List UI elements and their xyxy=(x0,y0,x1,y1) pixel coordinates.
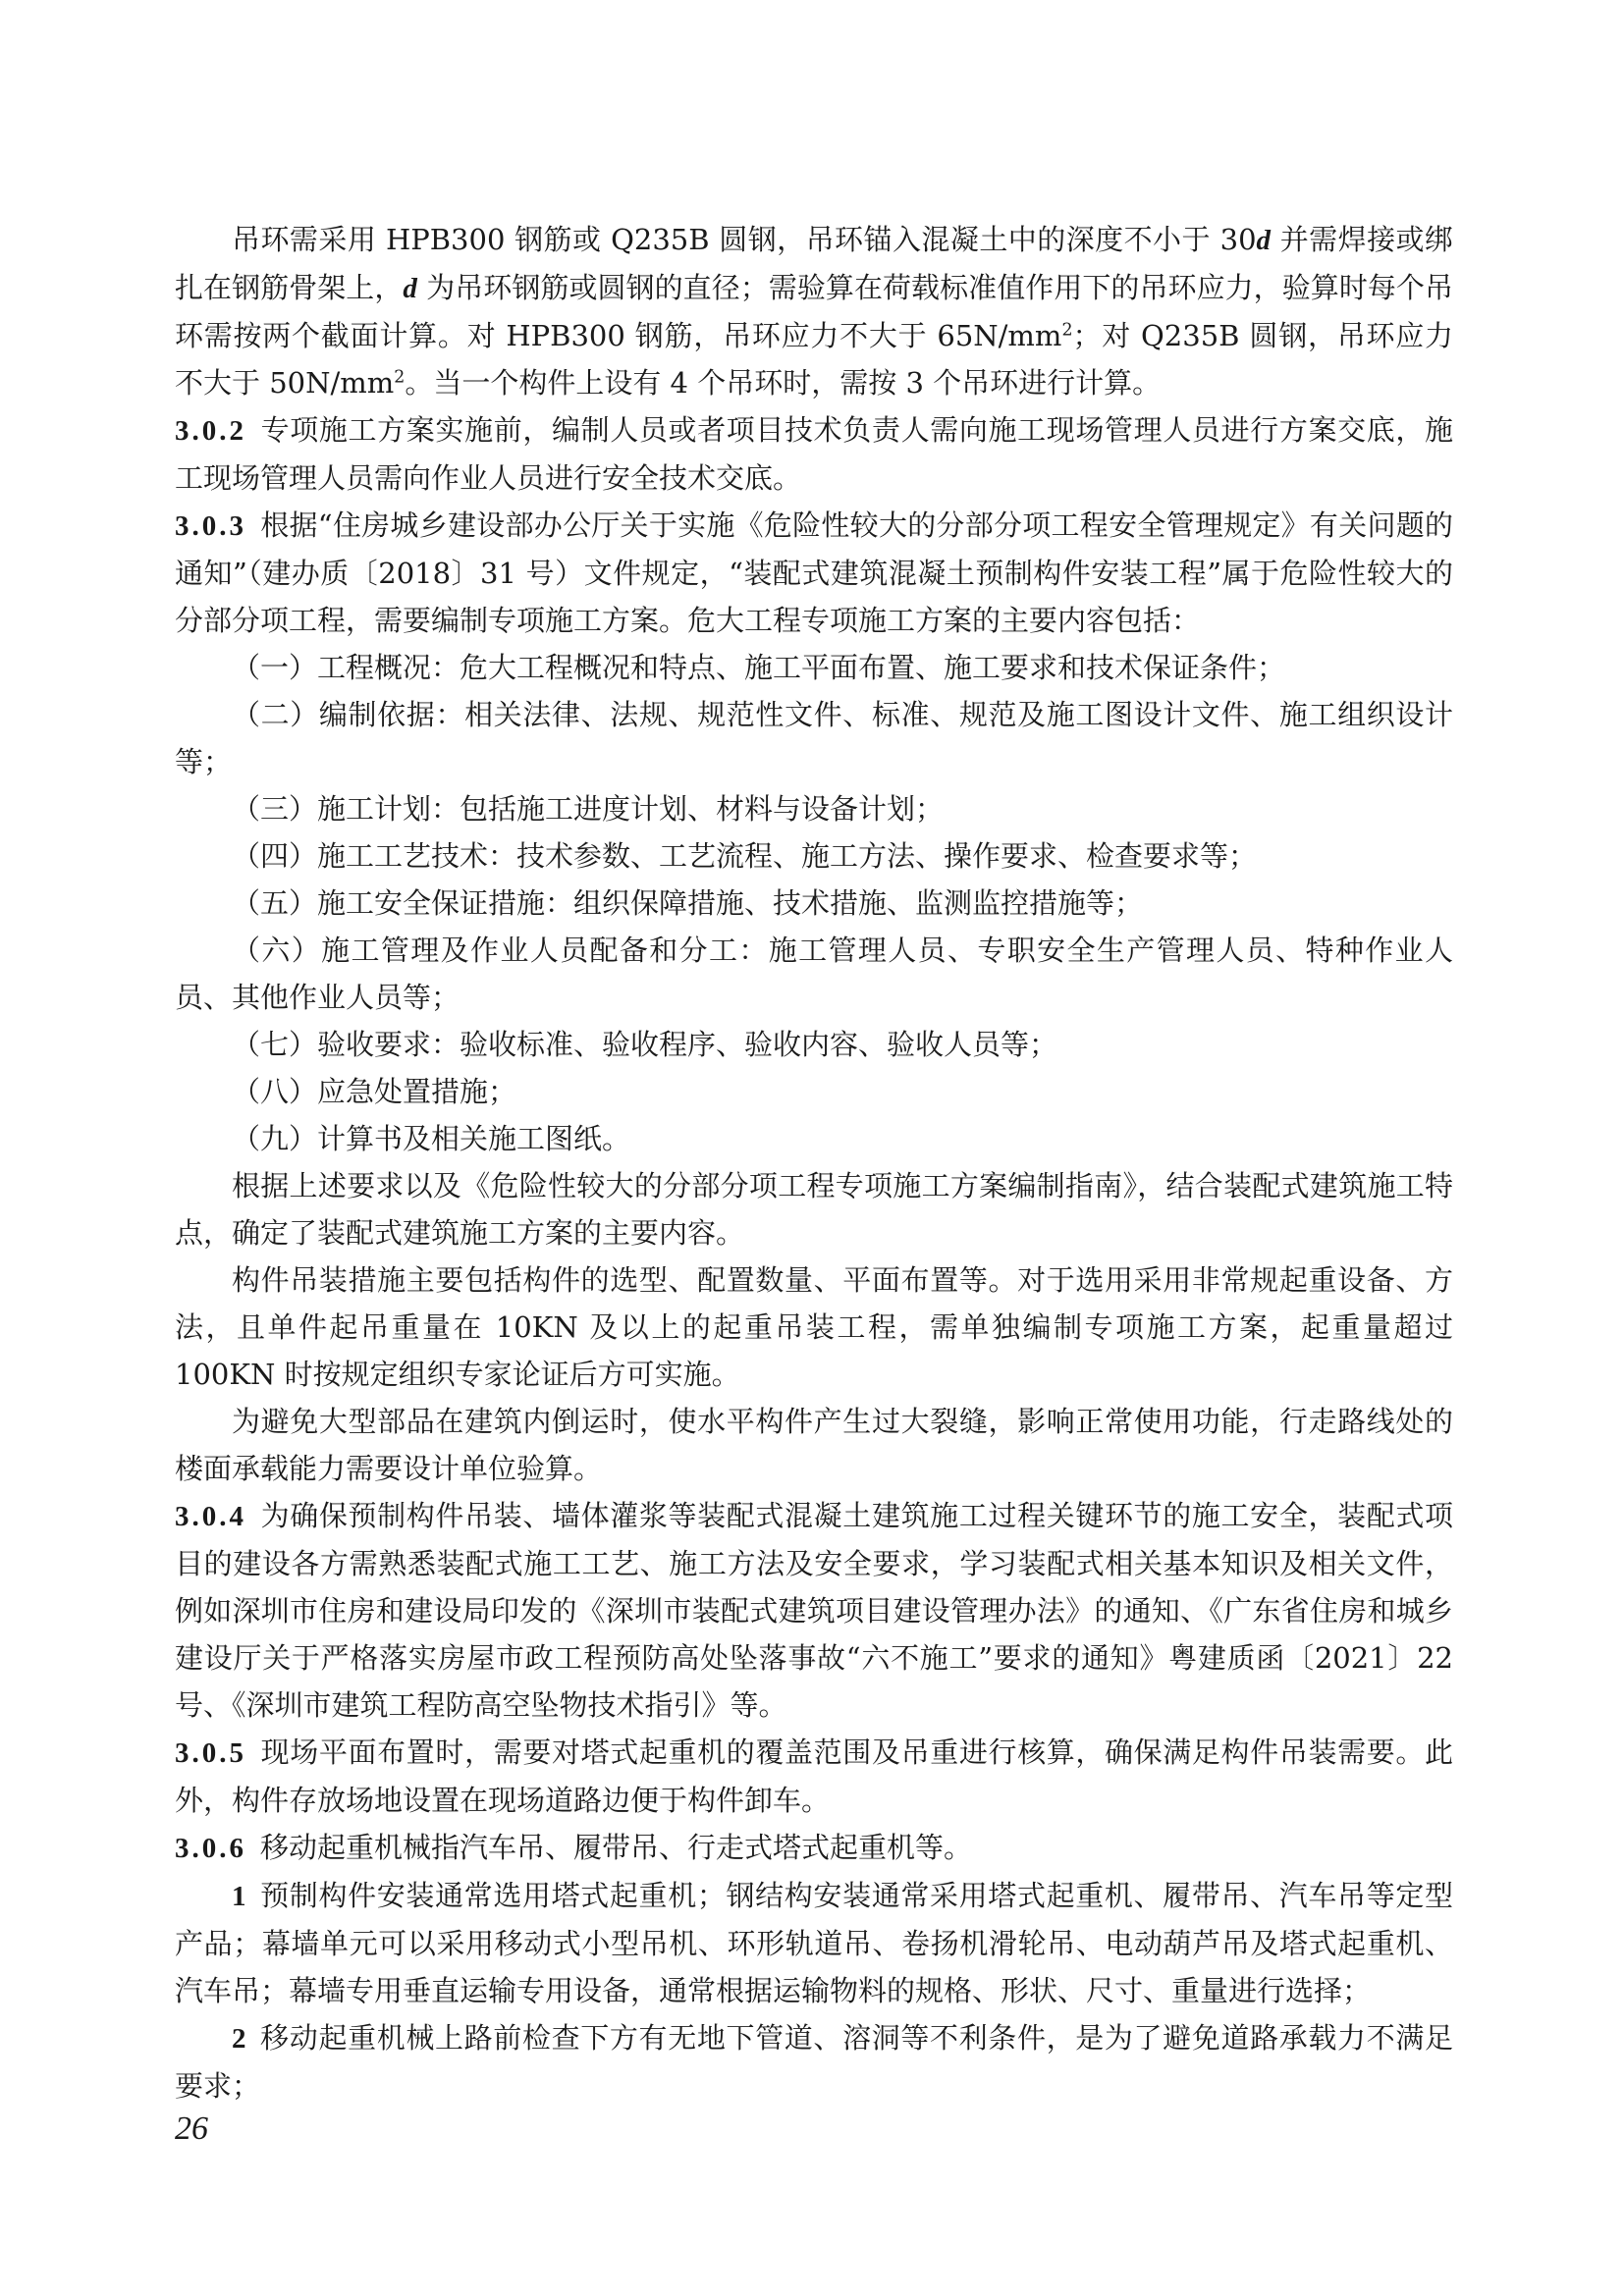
clause-number: 3.0.4 xyxy=(175,1501,246,1532)
list-item: （六）施工管理及作业人员配备和分工：施工管理人员、专职安全生产管理人员、特种作业人员、其他作业人员等； xyxy=(175,934,1453,1014)
body-paragraph: 根据上述要求以及《危险性较大的分部分项工程专项施工方案编制指南》，结合装配式建筑施工特点，确定了装配式建筑施工方案的主要内容。 xyxy=(175,1169,1453,1250)
page-number: 26 xyxy=(175,2110,208,2147)
list-item: （二）编制依据：相关法律、法规、规范性文件、标准、规范及施工图设计文件、施工组织设计等； xyxy=(175,698,1453,778)
sub-item-number: 1 xyxy=(232,1881,246,1912)
clause-3-0-3: 3.0.3 根据“住房城乡建设部办公厅关于实施《危险性较大的分部分项工程安全管理规定》有关问题的通知”（建办质〔2018〕31 号）文件规定，“装配式建筑混凝土预制构件安装工程”属于危险性较大的分部分项工程，需要编制专项施工方案。危大工程专项施工方案的主要内容包括： xyxy=(175,508,1453,637)
list-item: （九）计算书及相关施工图纸。 xyxy=(232,1122,631,1155)
clause-3-0-5: 3.0.5 现场平面布置时，需要对塔式起重机的覆盖范围及吊重进行核算，确保满足构件吊装需要。此外，构件存放场地设置在现场道路边便于构件卸车。 xyxy=(175,1735,1453,1817)
body-paragraph: 构件吊装措施主要包括构件的选型、配置数量、平面布置等。对于选用采用非常规起重设备、方法，且单件起吊重量在 10KN 及以上的起重吊装工程，需单独编制专项施工方案，起重量超过 100KN 时按规定组织专家论证后方可实施。 xyxy=(175,1263,1453,1391)
sub-item-2: 2 移动起重机械上路前检查下方有无地下管道、溶洞等不利条件，是为了避免道路承载力不满足要求； xyxy=(175,2021,1453,2103)
clause-number: 3.0.3 xyxy=(175,510,246,542)
list-item: （五）施工安全保证措施：组织保障措施、技术措施、监测监控措施等； xyxy=(232,886,1144,920)
clause-3-0-4: 3.0.4 为确保预制构件吊装、墙体灌浆等装配式混凝土建筑施工过程关键环节的施工安全，装配式项目的建设各方需熟悉装配式施工工艺、施工方法及安全要求，学习装配式相关基本知识及相关文件，例如深圳市住房和建设局印发的《深圳市装配式建筑项目建设管理办法》的通知、《广东省住房和城乡建设厅关于严格落实房屋市政工程预防高处坠落事故“六不施工”要求的通知》粤建质函〔2021〕22 号、《深圳市建筑工程防高空坠物技术指引》等。 xyxy=(175,1499,1453,1722)
list-item: （八）应急处置措施； xyxy=(232,1075,517,1108)
clause-3-0-6: 3.0.6 移动起重机械指汽车吊、履带吊、行走式塔式起重机等。 xyxy=(175,1831,973,1864)
list-item: （四）施工工艺技术：技术参数、工艺流程、施工方法、操作要求、检查要求等； xyxy=(232,839,1258,873)
list-item: （三）施工计划：包括施工进度计划、材料与设备计划； xyxy=(232,792,945,826)
sub-item-1: 1 预制构件安装通常选用塔式起重机；钢结构安装通常采用塔式起重机、履带吊、汽车吊等定型产品；幕墙单元可以采用移动式小型吊机、环形轨道吊、卷扬机滑轮吊、电动葫芦吊及塔式起重机、汽车吊；幕墙专用垂直运输专用设备，通常根据运输物料的规格、形状、尺寸、重量进行选择； xyxy=(175,1879,1453,2007)
document-body xyxy=(175,216,1453,2109)
clause-number: 3.0.2 xyxy=(175,415,246,447)
clause-number: 3.0.5 xyxy=(175,1737,246,1769)
paragraph-lifting-ring: 吊环需采用 HPB300 钢筋或 Q235B 圆钢，吊环锚入混凝土中的深度不小于 30d 并需焊接或绑扎在钢筋骨架上，d 为吊环钢筋或圆钢的直径；需验算在荷载标准值作用下的吊环应力，验算时每个吊环需按两个截面计算。对 HPB300 钢筋，吊环应力不大于 $65N/mm^2$；对 Q235B 圆钢，吊环应力不大于 $50N/mm^2$。当一个构件上设有 4 个吊环时，需按 3 个吊环进行计算。 xyxy=(175,223,1454,400)
body-paragraph: 为避免大型部品在建筑内倒运时，使水平构件产生过大裂缝，影响正常使用功能，行走路线处的楼面承载能力需要设计单位验算。 xyxy=(175,1405,1453,1485)
sub-item-number: 2 xyxy=(232,2023,246,2055)
list-item: （一）工程概况：危大工程概况和特点、施工平面布置、施工要求和技术保证条件； xyxy=(232,651,1286,684)
clause-3-0-2: 3.0.2 专项施工方案实施前，编制人员或者项目技术负责人需向施工现场管理人员进行方案交底，施工现场管理人员需向作业人员进行安全技术交底。 xyxy=(175,413,1453,495)
clause-number: 3.0.6 xyxy=(175,1833,246,1864)
list-item: （七）验收要求：验收标准、验收程序、验收内容、验收人员等； xyxy=(232,1028,1058,1061)
